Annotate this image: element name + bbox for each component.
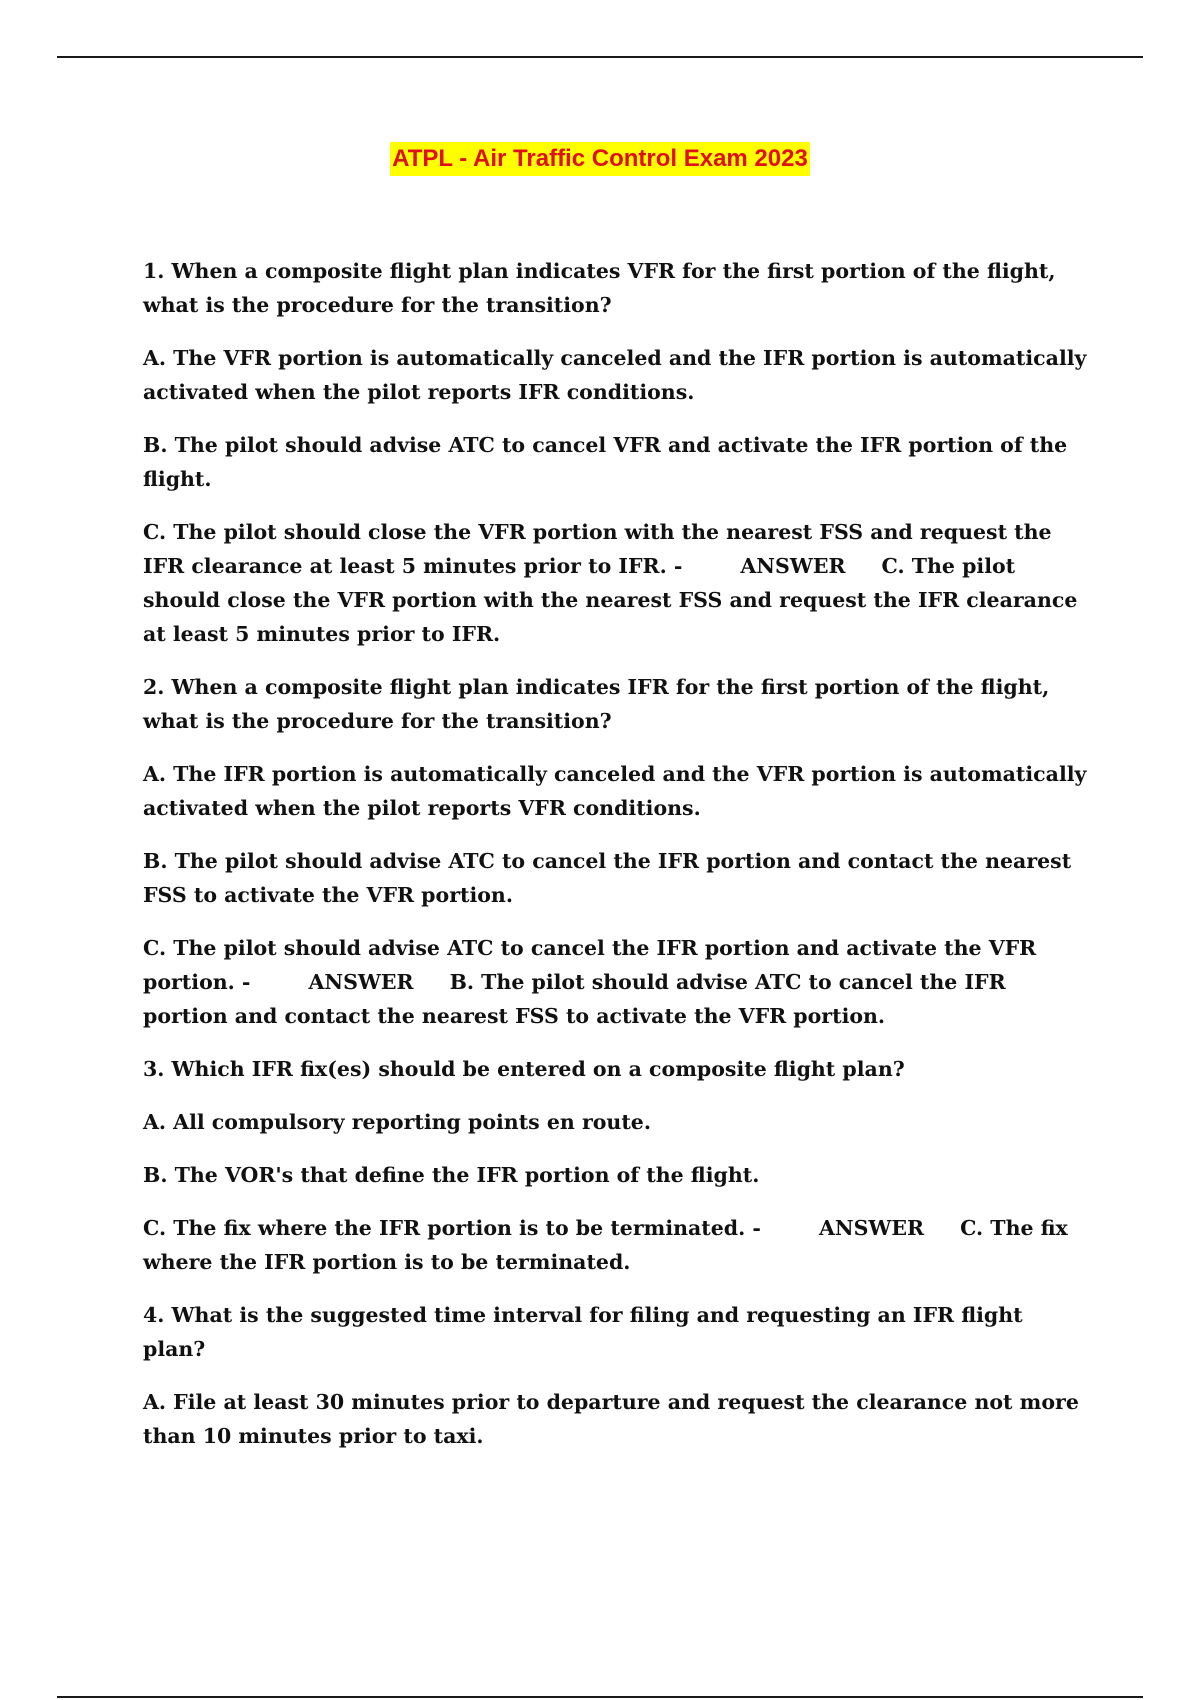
question-1-option-c (143, 515, 1088, 651)
answer-text: C. The fix where the IFR portion is to be terminated. (143, 1216, 1068, 1274)
question-1-option-b: B. The pilot should advise ATC to cancel VFR and activate the IFR portion of the flight. (143, 433, 1068, 491)
title-container (0, 142, 1200, 176)
question-1: 1. When a composite flight plan indicates VFR for the first portion of the flight, what is the procedure for the transition? (143, 259, 1056, 317)
answer-text: B. The pilot should advise ATC to cancel the IFR portion and contact the nearest FSS to activate the VFR portion. (143, 970, 1006, 1028)
question-3: 3. Which IFR fix(es) should be entered on a composite flight plan? (143, 1057, 905, 1081)
option-c-text: C. The fix where the IFR portion is to be terminated. - (143, 1216, 761, 1240)
bottom-rule (57, 1696, 1143, 1698)
answer-label: ANSWER (308, 970, 414, 994)
question-2-option-b: B. The pilot should advise ATC to cancel the IFR portion and contact the nearest FSS to activate the VFR portion. (143, 849, 1072, 907)
top-rule (57, 56, 1143, 58)
document-body (143, 254, 1088, 1472)
answer-label: ANSWER (818, 1216, 925, 1240)
question-1-option-a: A. The VFR portion is automatically canceled and the IFR portion is automatically activated when the pilot reports IFR conditions. (143, 346, 1087, 404)
question-4-option-a: A. File at least 30 minutes prior to departure and request the clearance not more than 10 minutes prior to taxi. (143, 1390, 1079, 1448)
question-3-option-c (143, 1211, 1088, 1279)
question-2: 2. When a composite flight plan indicates IFR for the first portion of the flight, what is the procedure for the transition? (143, 675, 1050, 733)
question-2-option-c (143, 931, 1088, 1033)
question-3-option-b: B. The VOR's that define the IFR portion of the flight. (143, 1163, 760, 1187)
question-3-option-a: A. All compulsory reporting points en route. (143, 1110, 651, 1134)
document-title: ATPL - Air Traffic Control Exam 2023 (390, 142, 810, 176)
question-4: 4. What is the suggested time interval for filing and requesting an IFR flight plan? (143, 1303, 1023, 1361)
answer-label: ANSWER (740, 554, 846, 578)
option-c-text: C. The pilot should close the VFR portion with the nearest FSS and request the IFR clearance at least 5 minutes prior to IFR. - (143, 520, 1052, 578)
option-c-text: C. The pilot should advise ATC to cancel the IFR portion and activate the VFR portion. - (143, 936, 1037, 994)
answer-text: C. The pilot should close the VFR portion with the nearest FSS and request the IFR clearance at least 5 minutes prior to IFR. (143, 554, 1078, 646)
question-2-option-a: A. The IFR portion is automatically canceled and the VFR portion is automatically activated when the pilot reports VFR conditions. (143, 762, 1087, 820)
